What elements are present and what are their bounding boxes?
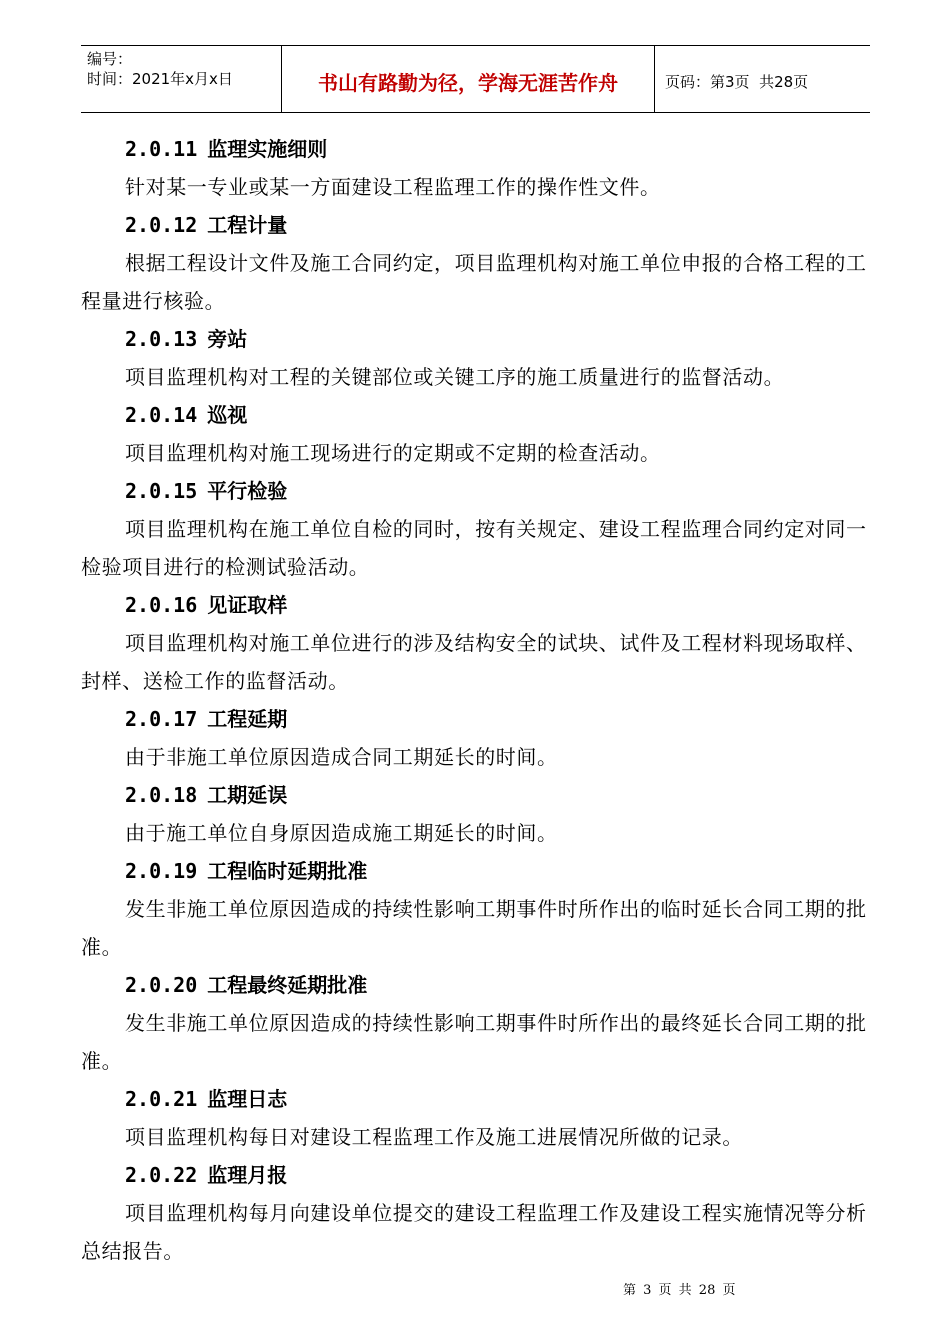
entry-body: 项目监理机构在施工单位自检的同时，按有关规定、建设工程监理合同约定对同一检验项目进行的检测试验活动。 xyxy=(81,517,867,579)
entry-title: 工期延误 xyxy=(207,783,288,807)
entry-title: 监理月报 xyxy=(207,1163,288,1187)
entry-heading xyxy=(81,586,870,624)
entry-title: 监理实施细则 xyxy=(207,137,328,161)
entry-code: 2.0.13 xyxy=(125,327,198,351)
entry-code: 2.0.16 xyxy=(125,593,198,617)
definition-entry xyxy=(81,852,870,966)
document-body xyxy=(81,130,870,1270)
header-meta-cell xyxy=(81,46,282,112)
entry-body: 发生非施工单位原因造成的持续性影响工期事件时所作出的最终延长合同工期的批准。 xyxy=(81,1011,867,1073)
entry-heading xyxy=(81,1156,870,1194)
entry-heading xyxy=(81,1080,870,1118)
document-header xyxy=(81,45,870,113)
entry-heading xyxy=(81,776,870,814)
entry-body: 发生非施工单位原因造成的持续性影响工期事件时所作出的临时延长合同工期的批准。 xyxy=(81,897,867,959)
entry-code: 2.0.22 xyxy=(125,1163,198,1187)
entry-code: 2.0.11 xyxy=(125,137,198,161)
entry-body: 由于施工单位自身原因造成施工期延长的时间。 xyxy=(125,821,558,845)
entry-title: 平行检验 xyxy=(207,479,288,503)
entry-code: 2.0.15 xyxy=(125,479,198,503)
definition-entry xyxy=(81,1080,870,1156)
entry-body: 项目监理机构对工程的关键部位或关键工序的施工质量进行的监督活动。 xyxy=(125,365,785,389)
entry-body: 项目监理机构对施工现场进行的定期或不定期的检查活动。 xyxy=(125,441,661,465)
entry-heading xyxy=(81,396,870,434)
entry-body: 由于非施工单位原因造成合同工期延长的时间。 xyxy=(125,745,558,769)
entry-body: 项目监理机构每日对建设工程监理工作及施工进展情况所做的记录。 xyxy=(125,1125,743,1149)
entry-body: 项目监理机构对施工单位进行的涉及结构安全的试块、试件及工程材料现场取样、封样、送检工作的监督活动。 xyxy=(81,631,867,693)
entry-title: 旁站 xyxy=(207,327,248,351)
entry-code: 2.0.21 xyxy=(125,1087,198,1111)
definition-entry xyxy=(81,586,870,700)
definition-entry xyxy=(81,396,870,472)
definition-entry xyxy=(81,472,870,586)
entry-title: 工程临时延期批准 xyxy=(207,859,368,883)
definition-entry xyxy=(81,700,870,776)
header-page-cell xyxy=(655,46,870,112)
entry-code: 2.0.20 xyxy=(125,973,198,997)
header-motto: 书山有路勤为径，学海无涯苦作舟 xyxy=(282,46,655,112)
page-footer: 第 3 页 共 28 页 xyxy=(623,1283,736,1298)
entry-title: 见证取样 xyxy=(207,593,288,617)
entry-heading xyxy=(81,206,870,244)
entry-code: 2.0.12 xyxy=(125,213,198,237)
entry-heading xyxy=(81,966,870,1004)
entry-heading xyxy=(81,472,870,510)
entry-title: 巡视 xyxy=(207,403,248,427)
entry-title: 监理日志 xyxy=(207,1087,288,1111)
entry-body: 针对某一专业或某一方面建设工程监理工作的操作性文件。 xyxy=(125,175,661,199)
entry-heading xyxy=(81,320,870,358)
definition-entry xyxy=(81,320,870,396)
entry-heading xyxy=(81,852,870,890)
entry-code: 2.0.14 xyxy=(125,403,198,427)
definition-entry xyxy=(81,776,870,852)
definition-entry xyxy=(81,1156,870,1270)
entry-body: 根据工程设计文件及施工合同约定，项目监理机构对施工单位申报的合格工程的工程量进行核验。 xyxy=(81,251,867,313)
entry-code: 2.0.18 xyxy=(125,783,198,807)
doc-time-label: 时间：2021年x月x日 xyxy=(87,70,233,88)
definition-entry xyxy=(81,966,870,1080)
definition-entry xyxy=(81,206,870,320)
entry-title: 工程计量 xyxy=(207,213,288,237)
header-page-info: 页码：第3页 共28页 xyxy=(665,72,809,91)
entry-heading xyxy=(81,700,870,738)
entry-code: 2.0.17 xyxy=(125,707,198,731)
doc-number-label: 编号： xyxy=(87,50,133,68)
entry-code: 2.0.19 xyxy=(125,859,198,883)
entry-title: 工程延期 xyxy=(207,707,288,731)
entry-body: 项目监理机构每月向建设单位提交的建设工程监理工作及建设工程实施情况等分析总结报告。 xyxy=(81,1201,867,1263)
entry-heading xyxy=(81,130,870,168)
entry-title: 工程最终延期批准 xyxy=(207,973,368,997)
definition-entry xyxy=(81,130,870,206)
